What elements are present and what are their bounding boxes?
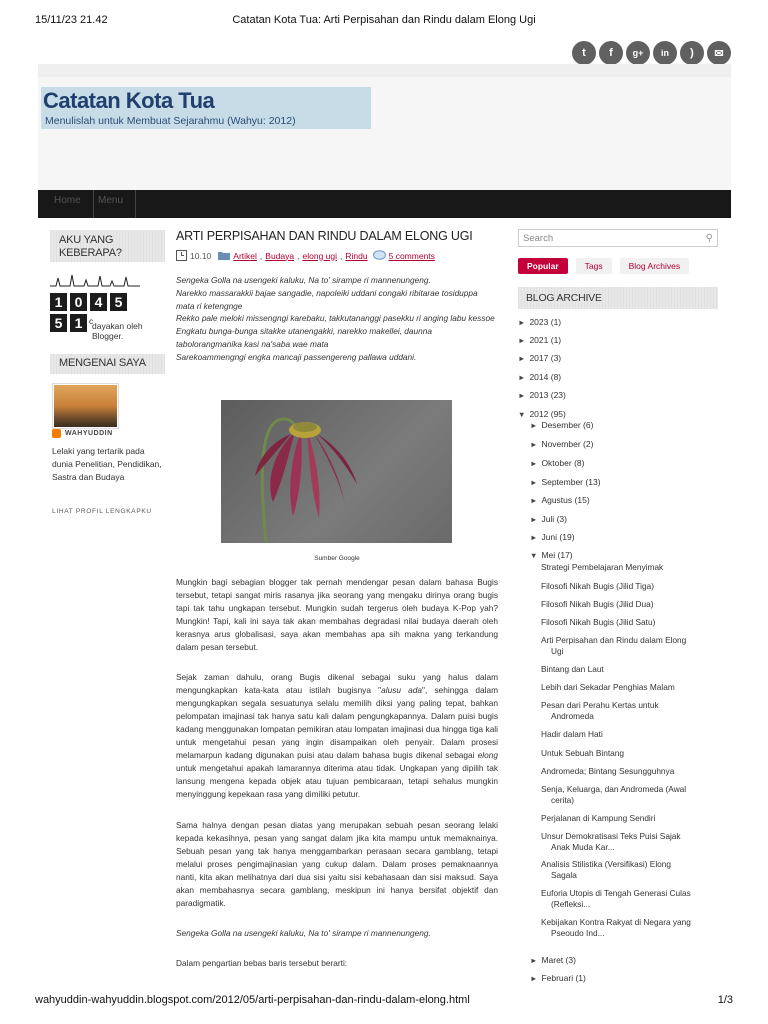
post-time: 10.10 <box>190 250 212 261</box>
expand-arrow-icon[interactable]: ► <box>518 318 526 327</box>
post-meta: 10.10 Artikel , Budaya , elong ugi , Rindu 5 comments <box>176 250 435 261</box>
archive-post-link[interactable]: Bintang dan Laut <box>541 664 604 674</box>
post-quote: Sengeka Golla na usengeki kaluku, Na to' sirampe ri mannenungeng. <box>176 928 431 938</box>
archive-month-open[interactable]: ▼ Mei (17) <box>530 550 573 560</box>
author-line <box>52 429 113 438</box>
expand-arrow-icon[interactable]: ► <box>518 391 526 400</box>
tab-blog-archives[interactable]: Blog Archives <box>620 258 690 274</box>
expand-arrow-icon[interactable]: ► <box>518 354 526 363</box>
author-name[interactable]: WAHYUDDIN <box>65 430 113 437</box>
powered-by-text: dayakan oleh Blogger. <box>92 321 143 341</box>
top-strip <box>38 64 731 77</box>
archive-month-item[interactable]: ► Desember (6) <box>530 420 594 430</box>
post-title[interactable]: ARTI PERPISAHAN DAN RINDU DALAM ELONG UGI <box>176 229 473 243</box>
archive-post-link[interactable]: Analisis Stilistika (Versifikasi) Elong Sagala <box>541 859 672 880</box>
folder-icon <box>218 251 230 260</box>
linkedin-icon[interactable]: in <box>653 41 677 65</box>
expand-arrow-icon[interactable]: ► <box>530 496 538 505</box>
archive-month-item[interactable]: ► November (2) <box>530 439 594 449</box>
image-caption: Sumber Google <box>314 555 360 562</box>
poem-line: Narekko massarakkii bajae sangadie, napoleiki uddani congaki ribitarae tosiduppa mata ri ketengnge <box>176 287 478 311</box>
archive-post-link[interactable]: Unsur Demokratisasi Teks Puisi Sajak Anak Muda Kar... <box>541 831 681 852</box>
archive-month-item[interactable]: ► Juni (19) <box>530 532 575 542</box>
archive-year-open[interactable]: ▼ 2012 (95) <box>518 409 566 419</box>
print-title: Catatan Kota Tua: Arti Perpisahan dan Rindu dalam Elong Ugi <box>232 14 536 26</box>
social-icons <box>572 41 731 65</box>
print-url: wahyuddin-wahyuddin.blogspot.com/2012/05/arti-perpisahan-dan-rindu-dalam-elong.html <box>35 994 470 1006</box>
blog-title[interactable]: Catatan Kota Tua <box>43 88 215 113</box>
counter-digit: 0 <box>70 293 87 311</box>
archive-post-link[interactable]: Filosofi Nikah Bugis (Jilid Dua) <box>541 599 654 609</box>
print-page-number: 1/3 <box>717 994 733 1006</box>
nav-bar <box>38 190 731 218</box>
archive-year-item[interactable]: ► 2021 (1) <box>518 335 562 345</box>
archive-post-link[interactable]: Pesan dari Perahu Kertas untuk Andromeda <box>541 700 659 721</box>
author-bio: Lelaki yang tertarik pada dunia Penelitian, Pendidikan, Sastra dan Budaya <box>52 446 162 482</box>
counter-digit: 1 <box>70 314 87 332</box>
poem-line: Rekko pale meloki missengngi karebaku, takkutananggi pasekku ri anging labu kessoe <box>176 313 495 324</box>
counter-graph <box>50 272 140 292</box>
archive-year-item[interactable]: ► 2013 (23) <box>518 390 566 400</box>
search-input[interactable] <box>518 229 718 247</box>
post-paragraph: Sama halnya dengan pesan diatas yang merupakan sebuah pesan seorang lelaki kepada kekasihnya, pesan yang sangat dalam jika kita mampu untuk memaknainya. Sebuah pesan yang tak hanya menggambarkan perasaan secara gamblang, tetapi melalui proses pengimajinasian yang cukup dalam. Dalam proses pemaknaannya nanti, kita akan melihatnya dari dua sisi yaitu sisi kebahasaan dan sisi maksud. Saya akan membahasnya secara gamblang, meskipun ini hanya bersifat objektif dan paradigmatik. <box>176 820 498 908</box>
clock-icon <box>176 250 187 261</box>
counter-digit: 5 <box>50 314 67 332</box>
archive-month-item[interactable]: ► Februari (1) <box>530 973 586 983</box>
nav-menu[interactable]: Menu <box>86 190 136 218</box>
expand-arrow-icon[interactable]: ► <box>530 974 538 983</box>
expand-arrow-icon[interactable]: ► <box>530 478 538 487</box>
collapse-arrow-icon[interactable]: ▼ <box>530 551 538 560</box>
search-icon[interactable]: ⚲ <box>705 233 713 244</box>
archive-post-link[interactable]: Kebijakan Kontra Rakyat di Negara yang Pseoudo Ind... <box>541 917 691 938</box>
archive-post-link[interactable]: Filosofi Nikah Bugis (Jilid Tiga) <box>541 581 654 591</box>
expand-arrow-icon[interactable]: ► <box>530 956 538 965</box>
collapse-arrow-icon[interactable]: ▼ <box>518 410 526 419</box>
label-link[interactable]: elong ugi <box>302 250 338 261</box>
post-paragraph: Sejak zaman dahulu, orang Bugis dikenal sebagai suku yang halus dalam mengungkapkan kata-kata atau istilah bugisnya "alusu ada", sehingga dalam mengungkapkan segala sesuatunya selalu memilih diksi yang paling tepat, bahkan pelompatan imajinasi tak hanya satu kali dalam pengungkapannya. Dalam puisi bugis kadang menggunakan lompatan pemikiran atau lompatan imajinasi dua hingga tiga kali untuk mengetahui pesan yang ingin disampaikan oleh penyair. Dalam prosesi melamarpun kadang digunakan puisi atau dalam bahasa bugis dikenal sebagai elong untuk mengetahui apakah lamarannya diterima atau tidak. Ungkapan yang dipilih tak lansung mengena kepada objek atau tujuan pembicaraan, tetapi sehalus mungkin menyinggung kepekaan rasa yang dimiliki petutur. <box>176 672 499 799</box>
post-paragraph: Mungkin bagi sebagian blogger tak pernah mendengar pesan dalam bahasa Bugis tersebut, tetapi sangat miris rasanya jika seorang yang mengaku dirinya orang bugis tapi tak tahu ungkapan tersebut. Mungkin sudah tergerus oleh budaya K-Pop yah? Mungkin! Tapi, kali ini saya tak akan membahas degradasi nilai budaya daerah oleh kerasnya arus globalisasi, saya akan membahas apa sih makna yang terkandung dalam pesan tersebut. <box>176 577 498 652</box>
poem-line: Engkatu bunga-bunga sitakke utanengakki, narekko makellei, daunna tabolorangmanika kasi na'saba wae mata <box>176 326 432 349</box>
label-link[interactable]: Artikel <box>233 250 257 261</box>
counter-digits-row2 <box>50 314 87 332</box>
label-link[interactable]: Rindu <box>345 250 368 261</box>
counter-digits-row1 <box>50 293 127 311</box>
archive-post-link[interactable]: Arti Perpisahan dan Rindu dalam Elong Ugi <box>541 635 687 656</box>
blog-subtitle: Menulislah untuk Membuat Sejarahmu (Wahyu: 2012) <box>45 115 296 127</box>
email-icon[interactable]: ✉ <box>707 41 731 65</box>
archive-year-item[interactable]: ► 2017 (3) <box>518 353 562 363</box>
expand-arrow-icon[interactable]: ► <box>530 459 538 468</box>
archive-month-item[interactable]: ► Oktober (8) <box>530 458 585 468</box>
archive-post-link[interactable]: Filosofi Nikah Bugis (Jilid Satu) <box>541 617 656 627</box>
archive-month-item[interactable]: ► Maret (3) <box>530 955 576 965</box>
archive-year-item[interactable]: ► 2014 (8) <box>518 372 562 382</box>
archive-month-item[interactable]: ► September (13) <box>530 477 601 487</box>
widget-title-about: MENGENAI SAYA <box>50 354 165 374</box>
archive-post-link[interactable]: Andromeda; Bintang Sesungguhnya <box>541 766 675 776</box>
widget-title-archive: BLOG ARCHIVE <box>518 287 718 309</box>
archive-year-item[interactable]: ► 2023 (1) <box>518 317 562 327</box>
google-plus-icon[interactable]: g+ <box>626 41 650 65</box>
label-link[interactable]: Budaya <box>265 250 295 261</box>
poem-line: Sengeka Golla na usengeki kaluku, Na to' sirampe ri mannenungeng. <box>176 275 431 285</box>
print-datetime: 15/11/23 21.42 <box>35 14 108 26</box>
expand-arrow-icon[interactable]: ► <box>518 336 526 345</box>
archive-post-link[interactable]: Senja, Keluarga, dan Andromeda (Awal cerita) <box>541 784 687 805</box>
print-header <box>0 14 768 28</box>
expand-arrow-icon[interactable]: ► <box>518 373 526 382</box>
profile-link[interactable]: LIHAT PROFIL LENGKAPKU <box>52 508 152 515</box>
comments-link[interactable]: 5 comments <box>388 250 435 261</box>
counter-digit: 1 <box>50 293 67 311</box>
post-poem <box>176 274 496 364</box>
author-avatar[interactable] <box>52 383 119 429</box>
facebook-icon[interactable]: f <box>599 41 623 65</box>
twitter-icon[interactable]: t <box>572 41 596 65</box>
blogger-icon <box>52 429 61 438</box>
poem-line: Sarekoammengngi engka mancaji passengereng pallawa uddani. <box>176 351 417 362</box>
archive-month-item[interactable]: ► Agustus (15) <box>530 495 590 505</box>
archive-post-link[interactable]: Hadir dalam Hati <box>541 729 603 739</box>
nav-home[interactable]: Home <box>42 190 94 218</box>
expand-arrow-icon[interactable]: ► <box>530 515 538 524</box>
archive-post-link[interactable]: Perjalanan di Kampung Sendiri <box>541 813 656 823</box>
tab-tags[interactable]: Tags <box>576 258 612 274</box>
counter-digit: 5 <box>110 293 127 311</box>
widget-title-counter: AKU YANG KEBERAPA? <box>50 230 165 262</box>
archive-post-link[interactable]: Untuk Sebuah Bintang <box>541 748 625 758</box>
archive-post-link[interactable]: Euforia Utopis di Tengah Generasi Culas (Refleksi... <box>541 888 691 909</box>
post-image[interactable] <box>221 400 452 543</box>
expand-arrow-icon[interactable]: ► <box>530 533 538 542</box>
expand-arrow-icon[interactable]: ► <box>530 440 538 449</box>
search-placeholder: Search <box>523 233 554 244</box>
post-paragraph: Dalam pengartian bebas baris tersebut berarti: <box>176 958 348 968</box>
counter-digit: 4 <box>90 293 107 311</box>
rss-icon[interactable]: ) <box>680 41 704 65</box>
wilted-flower-image <box>221 400 452 543</box>
archive-post-link[interactable]: Strategi Pembelajaran Menyimak <box>541 562 664 572</box>
archive-month-item[interactable]: ► Juli (3) <box>530 514 567 524</box>
comment-icon <box>373 250 386 261</box>
counter-partial-text: c <box>89 316 94 326</box>
tab-popular[interactable]: Popular <box>518 258 568 274</box>
archive-post-link[interactable]: Lebih dari Sekadar Penghias Malam <box>541 682 675 692</box>
expand-arrow-icon[interactable]: ► <box>530 421 538 430</box>
sidebar-tabs <box>518 258 689 274</box>
